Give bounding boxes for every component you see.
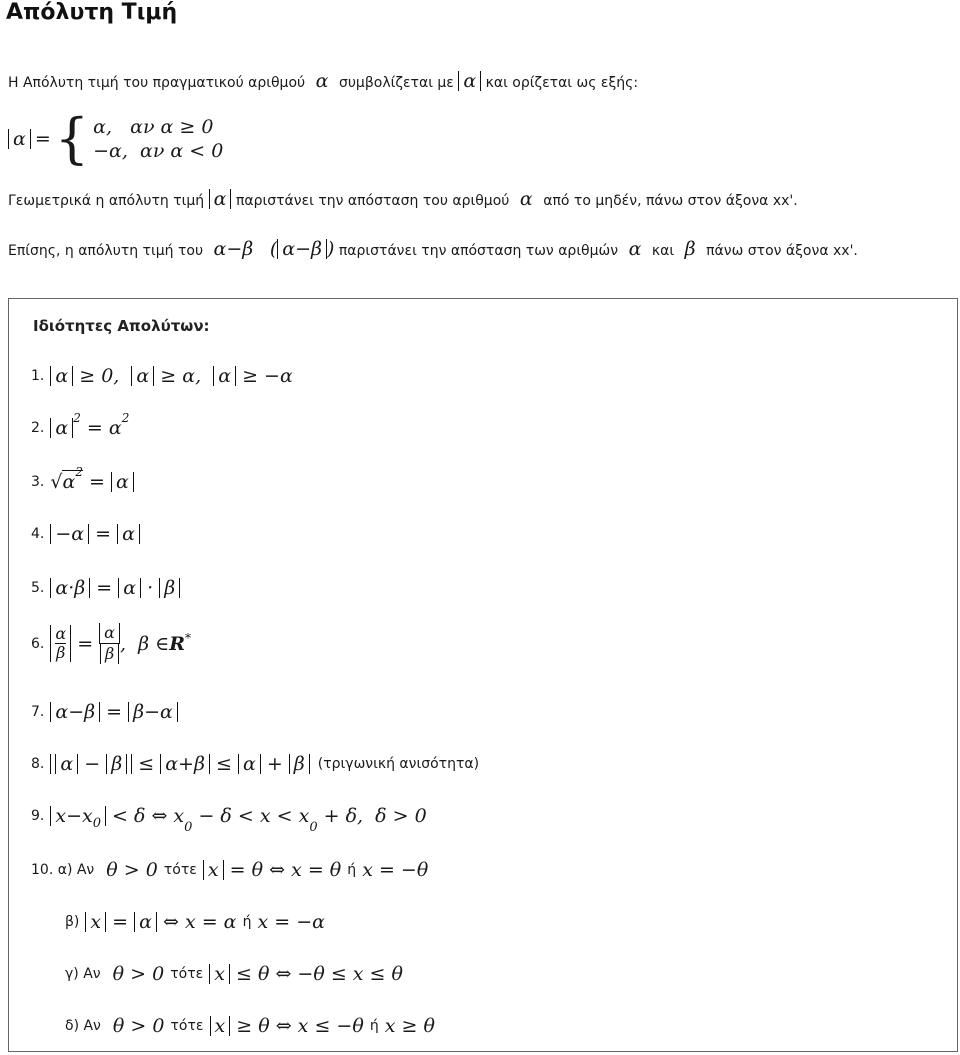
math-alpha: α	[622, 238, 648, 260]
property-10b	[65, 911, 325, 933]
property-number: 7.	[31, 704, 45, 720]
property-formula: $\frac{\alpha}{\beta}$ = $\frac{\alpha}{\beta}$ , β ∈ R *	[50, 623, 191, 664]
property-9	[31, 805, 427, 835]
tote-text: τότε	[170, 966, 204, 982]
property-1	[31, 365, 293, 387]
property-5	[31, 577, 180, 599]
equals-sign: =	[34, 128, 51, 150]
property-formula: $√\alpha^2 = \alpha$	[50, 471, 133, 493]
property-formula-alt: x = −α	[251, 911, 325, 933]
property-number: δ) Αν	[65, 1018, 101, 1034]
property-4	[31, 523, 140, 545]
property-formula: α − β ≤ α+β ≤ α + β	[50, 753, 309, 775]
property-condition: θ > 0	[106, 1015, 171, 1037]
definition-formula	[8, 107, 224, 170]
property-formula: x ≥ θ ⇔ x ≤ −θ	[203, 1015, 369, 1037]
intro-text-1: Η Απόλυτη τιμή του πραγματικού αριθμού	[8, 75, 306, 91]
property-10d	[65, 1015, 435, 1037]
distance-text-1: Επίσης, η απόλυτη τιμή του	[8, 243, 204, 259]
math-abs-alpha: α	[458, 71, 481, 91]
case-2-condition: αν α < 0	[140, 140, 224, 162]
math-alpha-minus-beta: α−β	[207, 238, 266, 260]
or-text: ή	[347, 862, 357, 878]
math-abs-alpha: α	[209, 189, 232, 209]
property-number: 3.	[31, 474, 45, 490]
math-alpha: α	[309, 70, 335, 92]
property-number: 10. α) Αν	[31, 862, 95, 878]
tote-text: τότε	[163, 862, 197, 878]
property-number: 6.	[31, 635, 45, 652]
property-formula: α ≥ 0, α ≥ α, α ≥ −α	[50, 365, 292, 387]
property-formula-alt: x = −θ	[356, 859, 429, 881]
property-condition: θ > 0	[100, 859, 164, 881]
math-abs-alpha: α	[8, 129, 31, 149]
definition-case-2	[93, 139, 223, 163]
property-number: γ) Αν	[65, 966, 101, 982]
case-1-value: α,	[93, 116, 112, 138]
property-number: 5.	[31, 580, 45, 596]
property-8	[31, 753, 479, 775]
case-2-value: −α,	[93, 140, 128, 162]
or-text: ή	[242, 914, 252, 930]
property-formula: x = θ ⇔ x = θ	[197, 859, 347, 881]
property-6	[31, 623, 191, 664]
math-alpha: α	[513, 188, 539, 210]
tote-text: τότε	[170, 1018, 204, 1034]
geometric-text-1: Γεωμετρικά η απόλυτη τιμή	[8, 193, 205, 209]
property-condition: θ > 0	[106, 963, 171, 985]
distance-text-2: παριστάνει την απόσταση των αριθμών	[338, 243, 619, 259]
distance-text-3: και	[651, 243, 675, 259]
or-text: ή	[369, 1018, 379, 1034]
property-2	[31, 411, 130, 439]
property-formula: −α = α	[50, 523, 140, 545]
triangle-note: (τριγωνική ανισότητα)	[317, 756, 480, 772]
geometric-text-2: παριστάνει την απόσταση του αριθμού	[235, 193, 510, 209]
math-paren-abs: ( α−β )	[269, 238, 335, 260]
definition-case-1	[93, 115, 223, 139]
property-formula: x ≤ θ ⇔ −θ ≤ x ≤ θ	[203, 963, 403, 985]
properties-box	[8, 298, 958, 1052]
geometric-text-3: από το μηδέν, πάνω στον άξονα xx'.	[543, 193, 798, 209]
property-10a	[31, 859, 428, 881]
intro-line	[8, 70, 638, 92]
properties-heading: Ιδιότητες Απολύτων:	[33, 317, 210, 335]
distance-text-4: πάνω στον άξονα xx'.	[706, 243, 858, 259]
intro-text-3: και ορίζεται ως εξής:	[485, 75, 639, 91]
math-beta: β	[678, 238, 702, 260]
property-number: 9.	[31, 808, 45, 824]
definition-cases	[93, 115, 223, 163]
property-number: 8.	[31, 756, 45, 772]
left-brace: {	[54, 107, 90, 170]
distance-line	[8, 238, 858, 260]
intro-text-2: συμβολίζεται με	[338, 75, 454, 91]
property-formula-alt: x ≥ θ	[378, 1015, 435, 1037]
property-formula: α $^2 = \alpha^2$	[50, 417, 129, 439]
property-number: 2.	[31, 420, 45, 436]
property-number: 1.	[31, 368, 45, 384]
case-1-condition: αν α ≥ 0	[130, 116, 214, 138]
geometric-line	[8, 188, 798, 210]
property-formula: x = α ⇔ x = α	[85, 911, 242, 933]
property-formula: $x-x_0 < \delta$ ⇔ $x_0 - \delta < x < x_0 + \delta$, δ > 0	[50, 805, 426, 827]
property-7	[31, 701, 178, 723]
property-number: 4.	[31, 526, 45, 542]
property-number: β)	[65, 914, 80, 930]
property-formula: α·β = α · β	[50, 577, 180, 599]
page-title: Απόλυτη Τιμή	[6, 0, 178, 25]
property-3	[31, 465, 134, 493]
property-formula: α−β = β−α	[50, 701, 178, 723]
property-10c	[65, 963, 403, 985]
